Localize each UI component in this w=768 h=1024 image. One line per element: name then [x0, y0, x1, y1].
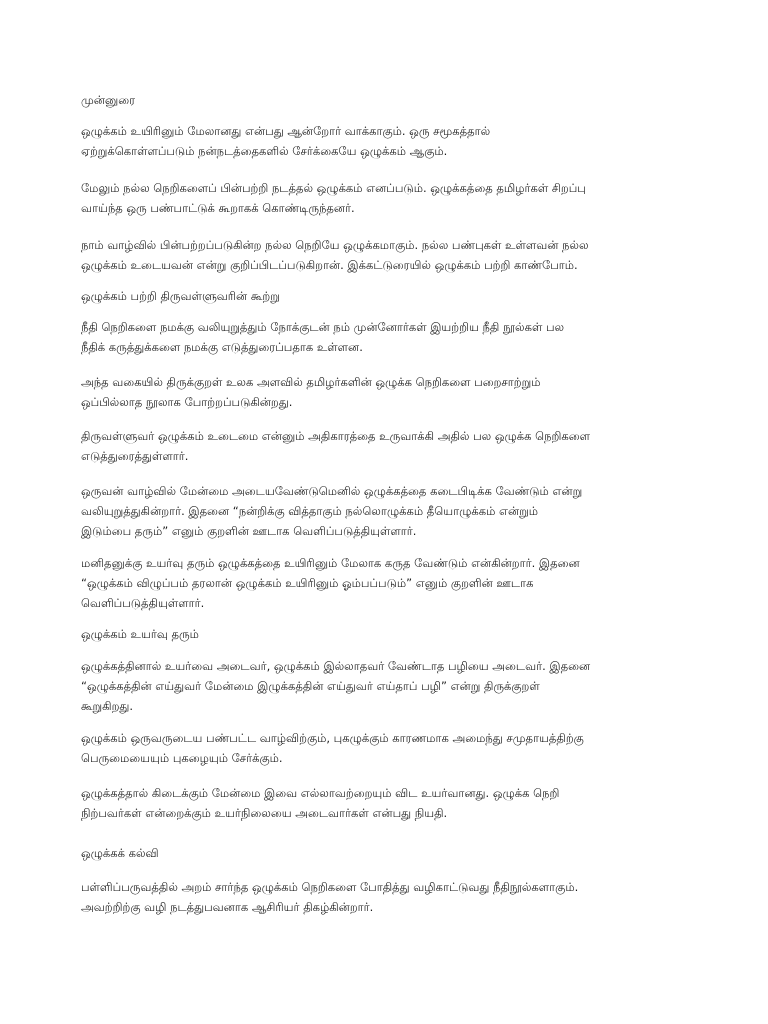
paragraph-line: ஒழுக்கத்தினால் உயர்வை அடைவர், ஒழுக்கம் இல்லாதவர் வேண்டாத பழியை அடைவர். இதனை: [81, 659, 591, 673]
paragraph-line: ஒருவன் வாழ்வில் மேன்மை அடையவேண்டுமெனில் ஒழுக்கத்தை கடைபிடிக்க வேண்டும் என்று: [81, 484, 583, 498]
paragraph-line: வெளிப்படுத்தியுள்ளார்.: [81, 596, 205, 610]
paragraph-line: எடுத்துரைத்துள்ளார்.: [81, 449, 189, 463]
paragraph-line: ஏற்றுக்கொள்ளப்படும் நன்நடத்தைகளில் சேர்க்கையே ஒழுக்கம் ஆகும்.: [81, 144, 448, 158]
paragraph-line: ஒப்பில்லாத நூலாக போற்றப்படுகின்றது.: [81, 395, 293, 409]
heading-introduction: முன்னுரை: [81, 93, 136, 107]
paragraph-line: பள்ளிப்பருவத்தில் அறம் சார்ந்த ஒழுக்கம் நெறிகளை போதித்து வழிகாட்டுவது நீதிநூல்களாகும்.: [81, 880, 579, 894]
paragraph-line: அந்த வகையில் திருக்குறள் உலக அளவில் தமிழர்களின் ஒழுக்க நெறிகளை பறைசாற்றும்: [81, 375, 541, 389]
paragraph-line: “ஒழுக்கம் விழுப்பம் தரலான் ஒழுக்கம் உயிரினும் ஓம்பப்படும்” எனும் குறளின் ஊடாக: [81, 576, 534, 590]
paragraph-line: வாய்ந்த ஒரு பண்பாட்டுக் கூறாகக் கொண்டிருந்தனர்.: [81, 201, 355, 215]
paragraph-line: மனிதனுக்கு உயர்வு தரும் ஒழுக்கத்தை உயிரினும் மேலாக கருத வேண்டும் என்கின்றார். இதனை: [81, 556, 580, 570]
paragraph-line: அவற்றிற்கு வழி நடத்துபவனாக ஆசிரியர் திகழ்கின்றார்.: [81, 900, 374, 914]
paragraph-line: ஒழுக்கத்தால் கிடைக்கும் மேன்மை இவை எல்லாவற்றையும் விட உயர்வானது. ஒழுக்க நெறி: [81, 786, 560, 800]
paragraph-line: ஒழுக்கம் உயிரினும் மேலானது என்பது ஆன்றோர் வாக்காகும். ஒரு சமூகத்தால்: [81, 124, 491, 138]
paragraph-line: “ஒழுக்கத்தின் எய்துவர் மேன்மை இழுக்கத்தின் எய்துவர் எய்தாப் பழி” என்று திருக்குறள்: [81, 679, 540, 693]
paragraph-line: கூறுகிறது.: [81, 699, 134, 713]
paragraph-line: இடும்பை தரும்” எனும் குறளின் ஊடாக வெளிப்படுத்தியுள்ளார்.: [81, 524, 417, 538]
heading-thiruvalluvar: ஒழுக்கம் பற்றி திருவள்ளுவரின் கூற்று: [81, 289, 280, 303]
paragraph-line: ஒழுக்கம் ஒருவருடைய பண்பட்ட வாழ்விற்கும், புகழுக்கும் காரணமாக அமைந்து சமுதாயத்திற்கு: [81, 731, 584, 745]
paragraph-line: ஒழுக்கம் உடையவன் என்று குறிப்பிடப்படுகிறான். இக்கட்டுரையில் ஒழுக்கம் பற்றி காண்போம்.: [81, 258, 578, 272]
paragraph-line: திருவள்ளுவர் ஒழுக்கம் உடைமை என்னும் அதிகாரத்தை உருவாக்கி அதில் பல ஒழுக்க நெறிகளை: [81, 429, 591, 443]
paragraph-line: மேலும் நல்ல நெறிகளைப் பின்பற்றி நடத்தல் ஒழுக்கம் எனப்படும். ஒழுக்கத்தை தமிழர்கள் சிறப்பு: [81, 181, 586, 195]
paragraph-line: வலியுறுத்துகின்றார். இதனை “நன்றிக்கு வித்தாகும் நல்லொழுக்கம் தீயொழுக்கம் என்றும்: [81, 504, 538, 518]
paragraph-line: நீதி நெறிகளை நமக்கு வலியுறுத்தும் நோக்குடன் நம் முன்னோர்கள் இயற்றிய நீதி நூல்கள் பல: [81, 320, 565, 334]
paragraph-line: நிற்பவர்கள் என்றைக்கும் உயர்நிலையை அடைவார்கள் என்பது நியதி.: [81, 806, 448, 820]
heading-elevation: ஒழுக்கம் உயர்வு தரும்: [81, 627, 199, 641]
heading-moral-education: ஒழுக்கக் கல்வி: [81, 846, 159, 860]
paragraph-line: பெருமையையும் புகழையும் சேர்க்கும்.: [81, 751, 283, 765]
paragraph-line: நாம் வாழ்வில் பின்பற்றப்படுகின்ற நல்ல நெறியே ஒழுக்கமாகும். நல்ல பண்புகள் உள்ளவன் நல்ல: [81, 238, 589, 252]
paragraph-line: நீதிக் கருத்துக்களை நமக்கு எடுத்துரைப்பதாக உள்ளன.: [81, 340, 363, 354]
